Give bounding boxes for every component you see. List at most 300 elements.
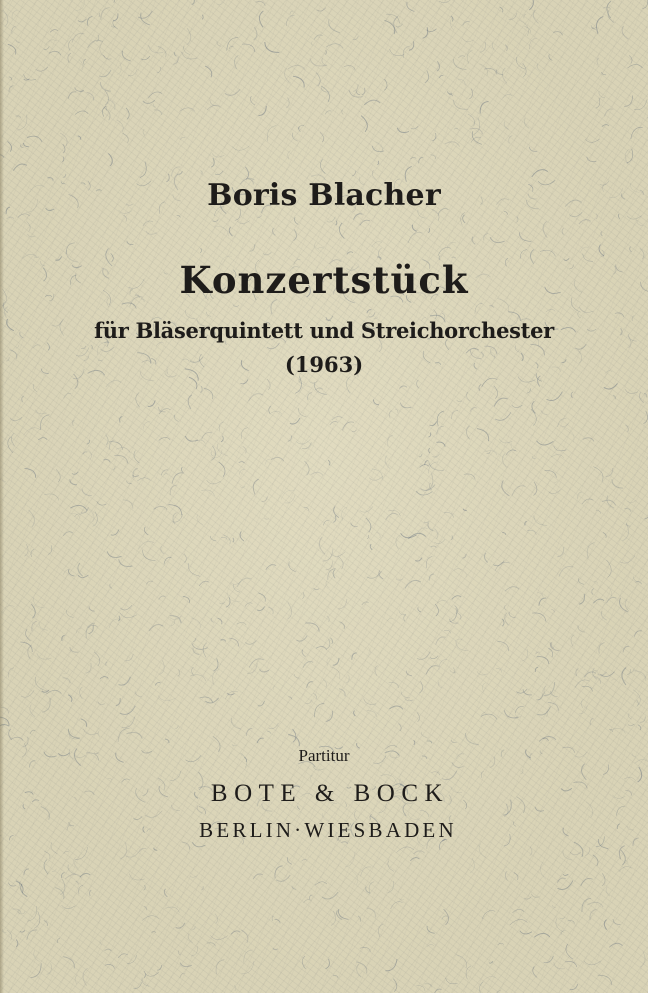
paper-fiber [64,851,69,853]
paper-fiber [240,486,245,487]
paper-fiber [159,437,170,440]
paper-fiber [123,500,133,509]
paper-fiber [207,480,221,484]
paper-fiber [326,561,333,570]
paper-fiber [563,850,572,860]
paper-fiber [299,379,302,384]
paper-fiber [634,671,646,681]
paper-fiber [369,882,374,894]
paper-fiber [477,429,489,442]
paper-fiber [482,713,486,715]
paper-fiber [174,52,176,56]
paper-fiber [180,973,185,978]
paper-fiber [295,376,301,393]
paper-fiber [551,691,558,697]
paper-fiber [404,615,406,621]
paper-fiber [143,221,153,226]
paper-fiber [126,108,129,120]
paper-fiber [35,410,46,414]
paper-fiber [266,565,276,570]
paper-fiber [388,861,394,872]
paper-fiber [345,852,354,867]
paper-fiber [89,509,94,522]
paper-fiber [266,459,270,464]
paper-fiber [353,36,358,39]
paper-fiber [333,570,335,579]
paper-fiber [472,131,482,144]
paper-fiber [258,701,265,706]
paper-fiber [201,886,203,890]
paper-fiber [393,979,397,992]
paper-fiber [505,587,519,591]
paper-fiber [452,596,461,600]
paper-fiber [148,92,162,98]
paper-fiber [560,917,565,919]
paper-fiber [88,40,103,48]
paper-fiber [364,698,376,704]
paper-fiber [551,610,554,613]
paper-fiber [628,713,632,719]
paper-fiber [205,66,212,77]
paper-fiber [388,510,400,516]
paper-fiber [439,75,443,78]
paper-fiber [568,921,575,924]
paper-fiber [533,967,537,978]
paper-fiber [237,221,250,224]
paper-fiber [376,142,383,153]
paper-fiber [8,668,14,678]
paper-fiber [644,411,648,424]
paper-fiber [579,705,588,714]
paper-fiber [195,440,205,444]
paper-fiber [30,705,35,717]
paper-fiber [46,690,61,694]
paper-fiber [605,109,614,117]
paper-fiber [438,682,442,689]
paper-fiber [397,128,409,133]
paper-fiber [231,582,241,585]
paper-fiber [149,625,164,631]
paper-fiber [326,711,333,722]
paper-fiber [319,537,325,554]
paper-fiber [386,14,399,23]
paper-fiber [607,586,612,597]
paper-fiber [427,741,432,743]
paper-fiber [361,116,367,132]
paper-fiber [512,486,525,495]
paper-fiber [149,45,164,53]
paper-fiber [267,126,276,142]
paper-fiber [298,125,304,129]
paper-fiber [520,931,532,934]
paper-fiber [622,26,628,39]
paper-fiber [356,962,367,974]
paper-fiber [360,506,373,512]
paper-fiber [434,539,445,544]
paper-fiber [374,399,379,405]
paper-fiber [78,19,87,22]
paper-fiber [170,485,176,495]
paper-fiber [69,734,79,739]
paper-fiber [172,514,182,522]
paper-fiber [233,538,234,543]
paper-fiber [458,56,465,58]
paper-fiber [634,99,647,109]
paper-fiber [71,514,80,519]
paper-fiber [325,50,326,54]
paper-fiber [127,955,137,964]
paper-fiber [100,44,106,58]
paper-fiber [7,930,12,940]
paper-fiber [211,618,214,622]
paper-fiber [125,654,133,661]
paper-fiber [56,469,60,482]
paper-fiber [177,216,181,218]
paper-fiber [240,379,248,384]
paper-fiber [635,582,641,585]
paper-fiber [585,139,599,143]
paper-fiber [575,680,590,688]
paper-fiber [640,952,645,968]
paper-fiber [356,91,360,95]
paper-fiber [288,65,305,69]
paper-fiber [458,613,461,619]
paper-fiber [579,594,585,604]
paper-fiber [215,449,223,458]
paper-fiber [290,418,300,424]
paper-fiber [615,313,624,317]
paper-fiber [73,420,75,426]
paper-fiber [20,930,25,932]
paper-fiber [367,310,372,314]
paper-fiber [100,677,108,679]
paper-fiber [21,884,28,897]
paper-fiber [225,89,240,95]
paper-fiber [99,13,100,17]
paper-fiber [143,422,150,430]
paper-fiber [551,642,554,648]
paper-fiber [72,33,84,42]
paper-fiber [272,228,275,235]
paper-fiber [214,226,229,236]
paper-fiber [527,388,530,393]
paper-fiber [361,867,372,876]
paper-fiber [627,500,636,503]
paper-fiber [429,574,434,581]
paper-fiber [437,61,439,71]
paper-fiber [561,930,566,935]
paper-fiber [609,729,612,732]
paper-fiber [482,683,485,692]
paper-fiber [120,605,132,610]
paper-fiber [485,451,498,456]
paper-fiber [250,96,255,105]
paper-fiber [166,907,180,912]
paper-fiber [564,427,574,442]
paper-fiber [369,476,383,480]
paper-fiber [64,393,72,398]
paper-fiber [164,474,168,475]
paper-fiber [80,873,90,877]
paper-fiber [367,711,377,717]
paper-fiber [470,408,477,412]
paper-fiber [31,549,34,557]
paper-fiber [357,964,361,977]
paper-fiber [84,59,86,65]
paper-fiber [138,541,154,549]
paper-fiber [338,909,348,919]
paper-fiber [389,683,399,688]
paper-fiber [257,738,264,743]
paper-fiber [593,668,597,679]
paper-fiber [463,21,470,25]
paper-fiber [31,604,35,618]
paper-fiber [213,220,219,222]
paper-fiber [450,17,454,30]
paper-fiber [472,237,475,245]
paper-fiber [221,640,226,642]
paper-fiber [394,16,398,32]
paper-fiber [327,217,335,222]
paper-fiber [57,938,60,943]
paper-fiber [529,147,537,152]
paper-fiber [623,646,629,652]
paper-fiber [63,670,68,674]
paper-fiber [161,546,164,554]
paper-fiber [482,378,498,386]
paper-fiber [217,41,221,46]
paper-fiber [221,436,223,442]
paper-fiber [308,392,312,400]
paper-fiber [311,472,324,475]
paper-fiber [27,930,38,940]
paper-fiber [47,963,52,974]
paper-fiber [65,874,81,879]
paper-fiber [113,466,115,470]
paper-fiber [330,667,340,679]
paper-fiber [104,108,110,121]
paper-fiber [313,693,316,699]
paper-fiber [607,560,612,578]
paper-fiber [328,460,330,465]
paper-fiber [144,906,147,910]
paper-fiber [164,889,167,897]
paper-fiber [16,40,21,42]
paper-fiber [397,847,415,853]
paper-fiber [530,847,532,856]
paper-fiber [185,436,198,441]
paper-fiber [625,599,629,611]
paper-fiber [126,732,142,738]
paper-fiber [420,810,429,816]
paper-fiber [293,729,296,742]
paper-fiber [452,410,459,419]
paper-fiber [399,386,407,388]
paper-fiber [159,409,170,414]
paper-fiber [25,469,36,478]
paper-fiber [475,303,483,313]
paper-fiber [302,443,311,449]
paper-fiber [172,473,184,484]
paper-fiber [537,441,554,445]
paper-fiber [210,935,227,939]
paper-fiber [626,425,629,432]
paper-fiber [26,629,31,641]
paper-fiber [44,47,50,50]
paper-fiber [408,233,423,243]
paper-fiber [474,118,480,135]
paper-fiber [63,570,70,575]
paper-fiber [425,71,429,83]
paper-fiber [593,599,604,603]
paper-fiber [396,535,400,550]
paper-fiber [287,857,291,864]
paper-fiber [387,881,393,893]
paper-fiber [442,916,447,920]
paper-fiber [286,15,294,26]
paper-fiber [411,126,418,129]
paper-fiber [70,647,79,652]
paper-fiber [120,843,127,859]
paper-fiber [109,619,121,628]
paper-fiber [314,242,319,252]
paper-fiber [592,27,596,28]
paper-fiber [305,623,319,631]
paper-fiber [122,717,135,728]
paper-fiber [321,87,329,92]
paper-fiber [434,529,438,539]
paper-fiber [430,656,438,659]
paper-fiber [429,461,444,470]
paper-fiber [498,943,504,945]
paper-fiber [317,8,326,12]
paper-fiber [553,32,562,36]
paper-fiber [254,27,257,40]
paper-fiber [313,766,325,770]
paper-fiber [126,849,141,857]
paper-fiber [432,772,440,775]
paper-fiber [272,916,274,921]
paper-fiber [566,944,573,959]
paper-fiber [30,730,35,733]
paper-fiber [316,73,320,86]
paper-fiber [38,438,47,440]
paper-fiber [454,569,461,571]
paper-fiber [599,91,605,98]
paper-fiber [299,127,301,132]
paper-fiber [294,674,300,678]
paper-fiber [285,495,295,504]
paper-fiber [427,944,434,946]
paper-fiber [155,683,160,686]
paper-fiber [267,379,270,390]
paper-fiber [273,948,278,949]
paper-fiber [529,0,533,10]
paper-fiber [134,451,140,464]
paper-fiber [450,670,456,673]
paper-fiber [327,658,330,666]
paper-fiber [140,162,146,178]
paper-fiber [342,507,348,521]
paper-fiber [119,677,131,685]
paper-fiber [621,850,626,865]
paper-fiber [347,252,353,254]
paper-fiber [417,712,420,721]
paper-fiber [70,479,77,485]
paper-fiber [413,851,424,854]
paper-fiber [524,897,531,900]
paper-fiber [193,648,199,655]
paper-fiber [200,248,201,253]
paper-fiber [136,393,140,408]
paper-fiber [110,584,112,589]
paper-fiber [24,74,36,80]
paper-fiber [519,232,531,241]
paper-fiber [499,439,512,443]
paper-fiber [611,679,616,681]
paper-fiber [105,965,115,969]
paper-fiber [322,58,327,66]
paper-fiber [182,52,198,59]
paper-fiber [210,536,216,541]
paper-fiber [187,28,191,45]
paper-fiber [232,146,249,150]
paper-fiber [590,718,593,725]
paper-fiber [593,467,603,482]
paper-fiber [314,35,323,40]
paper-fiber [82,489,92,496]
paper-fiber [516,216,518,222]
paper-fiber [390,706,404,709]
paper-fiber [171,620,175,625]
paper-fiber [531,894,539,897]
paper-fiber [178,171,182,174]
paper-fiber [13,164,27,171]
paper-fiber [509,136,513,144]
paper-fiber [612,479,623,488]
paper-fiber [127,481,132,484]
paper-fiber [83,729,98,735]
paper-fiber [580,247,588,252]
paper-fiber [535,667,538,672]
paper-fiber [271,411,282,414]
paper-fiber [519,20,528,36]
paper-fiber [91,345,93,349]
paper-fiber [165,739,169,743]
paper-fiber [76,0,85,11]
paper-fiber [506,450,516,455]
paper-fiber [135,691,142,697]
paper-fiber [275,866,283,879]
paper-fiber [547,392,563,401]
paper-fiber [467,50,472,64]
paper-fiber [479,385,481,391]
paper-fiber [253,874,263,879]
paper-fiber [552,905,555,907]
paper-fiber [158,695,175,700]
paper-fiber [444,512,454,517]
paper-fiber [44,494,59,501]
paper-fiber [524,14,526,18]
paper-fiber [269,723,279,729]
paper-fiber [538,376,541,387]
paper-fiber [587,157,597,162]
paper-fiber [631,127,643,138]
paper-fiber [153,104,155,108]
paper-fiber [309,381,318,383]
paper-fiber [116,448,130,453]
paper-fiber [63,678,71,684]
